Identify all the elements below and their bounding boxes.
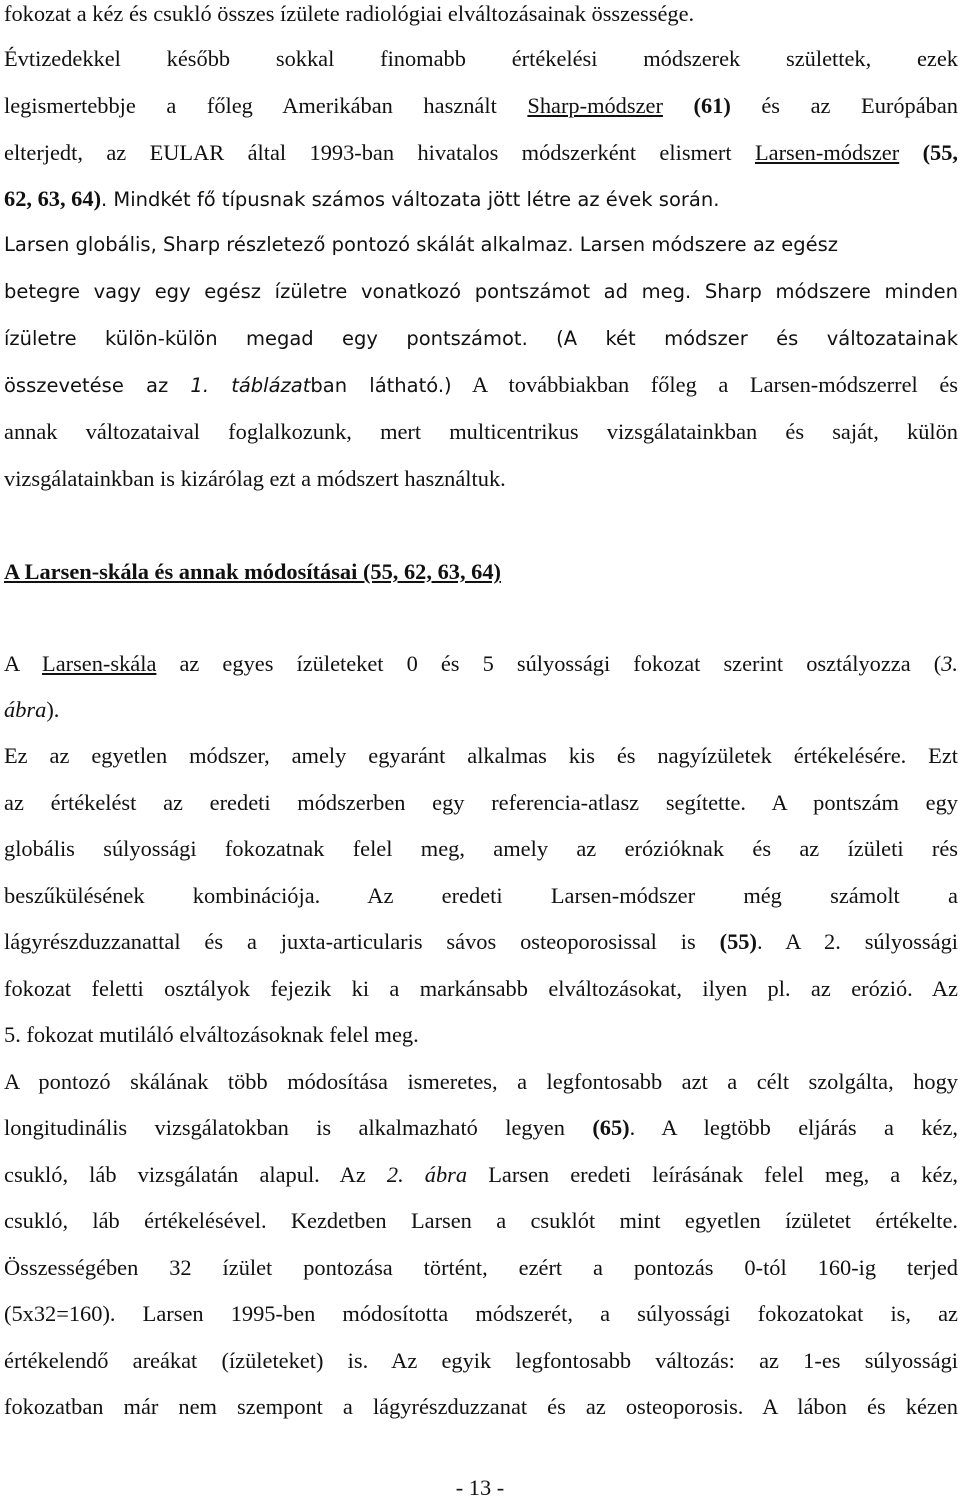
text-span: csukló, láb értékelésével. Kezdetben Larsen a csuklót mint egyetlen ízületet értékelte. xyxy=(4,1208,958,1233)
text-span: fokozatban már nem szempont a lágyrészduzzanat és az osteoporosis. A lábon és kézen xyxy=(4,1394,958,1419)
larsen-method-link[interactable]: Larsen-módszer xyxy=(754,140,900,165)
text-span: A xyxy=(4,651,43,676)
text-span: értékelendő areákat (ízületeket) is. Az egyik legfontosabb változás: az 1-es súlyossági xyxy=(4,1348,958,1373)
text-line xyxy=(4,696,958,724)
text-span: Összességében 32 ízület pontozása történt, ezért a pontozás 0-tól 160-ig terjed xyxy=(4,1255,958,1280)
text-line xyxy=(4,278,958,306)
section-heading-text: A Larsen-skála és annak módosításai (55, 62, 63, 64) xyxy=(4,559,501,584)
text-span: . A legtöbb eljárás a kéz, xyxy=(629,1115,958,1140)
text-line xyxy=(4,650,958,678)
text-line xyxy=(4,1207,958,1235)
text-line xyxy=(4,45,958,73)
text-line xyxy=(4,975,958,1003)
text-line xyxy=(4,882,958,910)
text-span: csukló, láb vizsgálatán alapul. Az xyxy=(4,1162,387,1187)
text-line xyxy=(4,465,958,493)
text-span: ). xyxy=(46,697,60,722)
text-span: az értékelést az eredeti módszerben egy referencia-atlasz segítette. A pontszám egy xyxy=(4,790,958,815)
text-line xyxy=(4,1114,958,1142)
text-line xyxy=(4,418,958,446)
citation: (55, xyxy=(899,140,959,165)
text-span: ízületre külön-külön megad egy pontszámot. (A két módszer és változatainak xyxy=(4,327,958,350)
page-number: - 13 - xyxy=(455,1475,505,1500)
text-span: fokozat a kéz és csukló összes ízülete radiológiai elváltozásainak összessége. xyxy=(4,1,695,26)
section-heading xyxy=(4,558,958,586)
text-line xyxy=(4,742,958,770)
text-span: Larsen eredeti leírásának felel meg, a kéz, xyxy=(467,1162,958,1187)
text-line xyxy=(4,789,958,817)
text-line xyxy=(4,1068,958,1096)
text-line xyxy=(4,1161,958,1189)
text-line xyxy=(4,1347,958,1375)
text-span: beszűkülésének kombinációja. Az eredeti Larsen-módszer még számolt a xyxy=(4,883,958,908)
text-span: és az Európában xyxy=(730,93,959,118)
text-line xyxy=(4,185,958,214)
text-line xyxy=(4,325,958,353)
text-span: ban látható.) xyxy=(310,374,452,397)
text-line xyxy=(4,371,958,400)
larsen-scale-link[interactable]: Larsen-skála xyxy=(42,651,157,676)
text-line xyxy=(4,1254,958,1282)
text-span: betegre vagy egy egész ízületre vonatkozó pontszámot ad meg. Sharp módszere minden xyxy=(4,280,958,303)
figure-reference: 2. ábra xyxy=(386,1162,468,1187)
text-span: (5x32=160). Larsen 1995-ben módosította módszerét, a súlyossági fokozatokat is, az xyxy=(4,1301,958,1326)
text-span: Évtizedekkel később sokkal finomabb értékelési módszerek születtek, ezek xyxy=(4,46,958,71)
text-span: longitudinális vizsgálatokban is alkalmazható legyen xyxy=(4,1115,593,1140)
text-span: Ez az egyetlen módszer, amely egyaránt alkalmas kis és nagyízületek értékelésére. Ezt xyxy=(4,743,958,768)
figure-reference: ábra xyxy=(4,697,47,722)
text-line xyxy=(4,1393,958,1421)
text-span: A pontozó skálának több módosítása ismeretes, a legfontosabb azt a célt szolgálta, hogy xyxy=(4,1069,958,1094)
text-span: A továbbiakban főleg a Larsen-módszerrel és xyxy=(451,372,958,397)
text-span: az egyes ízületeket 0 és 5 súlyossági fokozat szerint osztályozza ( xyxy=(156,651,942,676)
text-line xyxy=(4,1300,958,1328)
text-span: elterjedt, az EULAR által 1993-ban hivatalos módszerként elismert xyxy=(4,140,755,165)
text-span: összevetése az xyxy=(4,374,191,397)
text-span: annak változataival foglalkozunk, mert multicentrikus vizsgálatainkban és saját, külön xyxy=(4,419,958,444)
citation: (65) xyxy=(592,1115,630,1140)
text-line xyxy=(4,928,958,956)
text-span: lágyrészduzzanattal és a juxta-articularis sávos osteoporosissal is xyxy=(4,929,720,954)
text-span: fokozat feletti osztályok fejezik ki a markánsabb elváltozásokat, ilyen pl. az erózió. Az xyxy=(4,976,958,1001)
citation: (61) xyxy=(662,93,731,118)
citation: 62, 63, 64) xyxy=(4,186,102,211)
text-span: globális súlyossági fokozatnak felel meg, amely az erózióknak és az ízületi rés xyxy=(4,836,958,861)
text-span: Larsen globális, Sharp részletező pontozó skálát alkalmaz. Larsen módszere az egész xyxy=(4,233,838,256)
text-span: . Mindkét fő típusnak számos változata jött létre az évek során. xyxy=(101,188,720,211)
text-line xyxy=(4,1021,958,1049)
text-span: 5. fokozat mutiláló elváltozásoknak felel meg. xyxy=(4,1022,419,1047)
citation: (55) xyxy=(719,929,757,954)
sharp-method-link[interactable]: Sharp-módszer xyxy=(527,93,663,118)
text-line xyxy=(4,0,958,28)
text-span: . A 2. súlyossági xyxy=(756,929,958,954)
text-line xyxy=(4,835,958,863)
text-span: vizsgálatainkban is kizárólag ezt a módszert használtuk. xyxy=(4,466,506,491)
table-reference: 1. táblázat xyxy=(190,374,311,397)
text-line xyxy=(4,139,958,167)
text-line xyxy=(4,231,958,259)
figure-reference: 3. xyxy=(941,651,958,676)
text-span: legismertebbje a főleg Amerikában használt xyxy=(4,93,528,118)
text-line xyxy=(4,92,958,120)
